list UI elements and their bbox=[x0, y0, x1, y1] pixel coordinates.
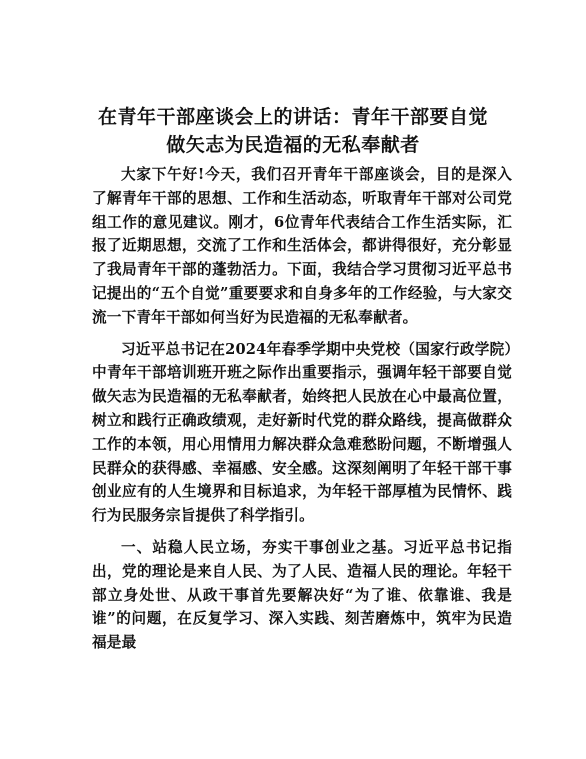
document-body bbox=[92, 163, 512, 663]
document-title-line-1: 在青年干部座谈会上的讲话：青年干部要自觉 bbox=[97, 106, 488, 128]
paragraph-1: 大家下午好!今天，我们召开青年干部座谈会，目的是深入了解青年干部的思想、工作和生活动态，听取青年干部对公司党组工作的意见建议。刚才，6位青年代表结合工作生活实际，汇报了近期思想，交流了工作和生活体会，都讲得很好，充分彰显了我局青年干部的蓬勃活力。下面，我结合学习贯彻习近平总书记提出的“五个自觉”重要要求和自身多年的工作经验，与大家交流一下青年干部如何当好为民造福的无私奉献者。 bbox=[92, 166, 512, 326]
paragraph-2: 习近平总书记在2024年春季学期中央党校（国家行政学院）中青年干部培训班开班之际作出重要指示，强调年轻干部要自觉做矢志为民造福的无私奉献者，始终把人民放在心中最高位置，树立和践行正确政绩观，走好新时代党的群众路线，提高做群众工作的本领，用心用情用力解决群众急难愁盼问题，不断增强人民群众的获得感、幸福感、安全感。这深刻阐明了年轻干部干事创业应有的人生境界和目标追求，为年轻干部厚植为民情怀、践行为民服务宗旨提供了科学指引。 bbox=[92, 340, 512, 525]
paragraph-3: 一、站稳人民立场，夯实干事创业之基。习近平总书记指出，党的理论是来自人民、为了人民、造福人民的理论。年轻干部立身处世、从政干事首先要解决好“为了谁、依靠谁、我是谁”的问题，在反复学习、深入实践、刻苦磨炼中，筑牢为民造福是最 bbox=[92, 538, 512, 652]
document-title-line-2: 做矢志为民造福的无私奉献者 bbox=[166, 134, 420, 156]
